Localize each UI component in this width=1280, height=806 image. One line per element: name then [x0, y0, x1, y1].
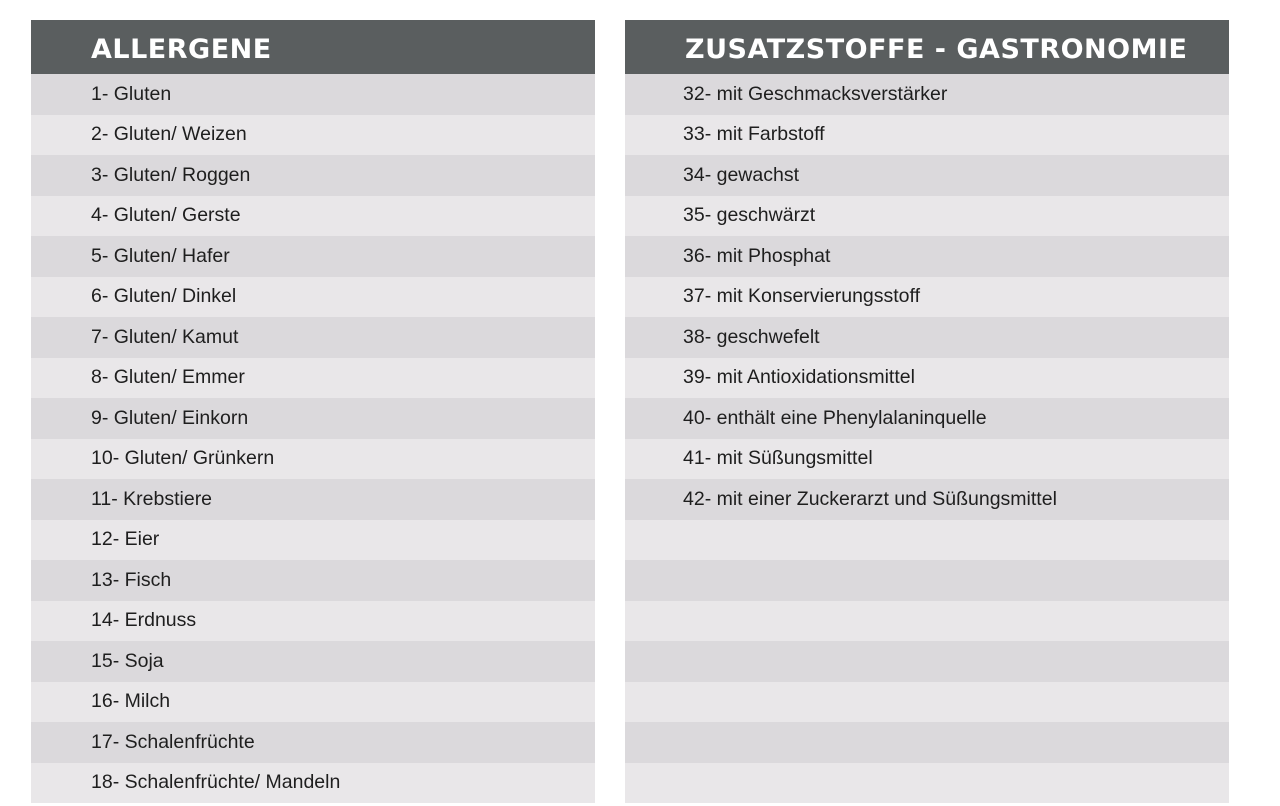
allergene-row: 14- Erdnuss: [31, 601, 595, 642]
allergene-row: 17- Schalenfrüchte: [31, 722, 595, 763]
zusatzstoffe-row: 41- mit Süßungsmittel: [625, 439, 1229, 480]
empty-row: [625, 682, 1229, 723]
allergene-rows: [31, 74, 595, 803]
allergene-row: 18- Schalenfrüchte/ Mandeln: [31, 763, 595, 804]
zusatzstoffe-row: 39- mit Antioxidationsmittel: [625, 358, 1229, 399]
zusatzstoffe-row: 42- mit einer Zuckerarzt und Süßungsmittel: [625, 479, 1229, 520]
allergene-row: 11- Krebstiere: [31, 479, 595, 520]
zusatzstoffe-row: 37- mit Konservierungsstoff: [625, 277, 1229, 318]
zusatzstoffe-row: 36- mit Phosphat: [625, 236, 1229, 277]
allergene-row: 12- Eier: [31, 520, 595, 561]
allergene-row: 7- Gluten/ Kamut: [31, 317, 595, 358]
allergene-row: 9- Gluten/ Einkorn: [31, 398, 595, 439]
zusatzstoffe-table: [625, 20, 1229, 803]
allergene-row: 3- Gluten/ Roggen: [31, 155, 595, 196]
zusatzstoffe-rows: [625, 74, 1229, 803]
allergene-row: 1- Gluten: [31, 74, 595, 115]
allergene-row: 4- Gluten/ Gerste: [31, 196, 595, 237]
zusatzstoffe-row: 38- geschwefelt: [625, 317, 1229, 358]
empty-row: [625, 560, 1229, 601]
allergene-row: 16- Milch: [31, 682, 595, 723]
zusatzstoffe-header: ZUSATZSTOFFE - GASTRONOMIE: [625, 20, 1229, 74]
allergene-row: 13- Fisch: [31, 560, 595, 601]
allergene-row: 2- Gluten/ Weizen: [31, 115, 595, 156]
zusatzstoffe-row: 35- geschwärzt: [625, 196, 1229, 237]
allergene-header: ALLERGENE: [31, 20, 595, 74]
allergene-row: 5- Gluten/ Hafer: [31, 236, 595, 277]
empty-row: [625, 763, 1229, 804]
allergene-row: 10- Gluten/ Grünkern: [31, 439, 595, 480]
allergene-row: 15- Soja: [31, 641, 595, 682]
allergene-table: [31, 20, 595, 803]
allergene-row: 8- Gluten/ Emmer: [31, 358, 595, 399]
allergene-row: 6- Gluten/ Dinkel: [31, 277, 595, 318]
empty-row: [625, 601, 1229, 642]
empty-row: [625, 641, 1229, 682]
zusatzstoffe-row: 34- gewachst: [625, 155, 1229, 196]
zusatzstoffe-row: 32- mit Geschmacksverstärker: [625, 74, 1229, 115]
zusatzstoffe-row: 33- mit Farbstoff: [625, 115, 1229, 156]
zusatzstoffe-row: 40- enthält eine Phenylalaninquelle: [625, 398, 1229, 439]
empty-row: [625, 520, 1229, 561]
empty-row: [625, 722, 1229, 763]
